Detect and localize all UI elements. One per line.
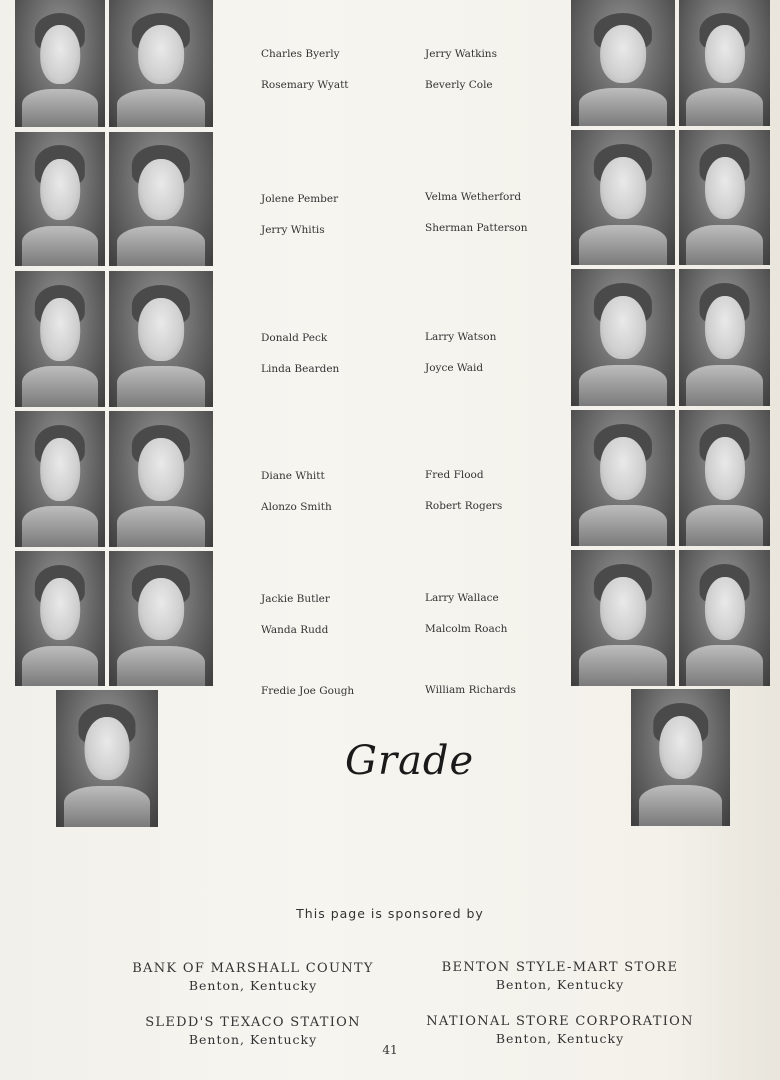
student-name: Jerry Whitis (261, 224, 325, 236)
student-photo (571, 550, 675, 686)
page-number: 41 (382, 1043, 398, 1057)
student-photo (679, 410, 770, 546)
student-name: Charles Byerly (261, 48, 340, 60)
student-name: Malcolm Roach (425, 623, 508, 635)
sponsor-heading: This page is sponsored by (296, 906, 484, 921)
sponsor-name: BANK OF MARSHALL COUNTY (132, 961, 374, 976)
student-photo (109, 0, 213, 127)
student-name: Larry Watson (425, 331, 497, 343)
student-photo (15, 551, 105, 686)
student-photo (679, 269, 770, 406)
grade-title: Grade (345, 738, 475, 784)
student-photo (109, 132, 213, 266)
student-photo (109, 551, 213, 686)
student-name: Fredie Joe Gough (261, 685, 355, 697)
sponsor-entry (420, 960, 700, 992)
student-photo (571, 269, 675, 406)
student-photo (571, 0, 675, 126)
student-name: Larry Wallace (425, 592, 499, 604)
sponsor-location: Benton, Kentucky (495, 977, 625, 992)
student-photo (109, 411, 213, 547)
student-photo (15, 271, 105, 407)
sponsor-location: Benton, Kentucky (188, 978, 318, 993)
student-photo (679, 0, 770, 126)
student-name: Alonzo Smith (261, 501, 332, 513)
sponsor-name: BENTON STYLE-MART STORE (441, 960, 679, 975)
sponsor-name: NATIONAL STORE CORPORATION (426, 1014, 694, 1029)
student-photo (15, 132, 105, 266)
student-name: Beverly Cole (425, 79, 493, 91)
student-photo (15, 411, 105, 547)
sponsor-entry (420, 1014, 700, 1046)
student-photo (571, 130, 675, 265)
student-name: Wanda Rudd (261, 624, 329, 636)
student-name: Joyce Waid (425, 362, 484, 374)
sponsor-entry (113, 961, 393, 993)
student-photo (679, 550, 770, 686)
student-name: Jerry Watkins (425, 48, 497, 60)
sponsor-location: Benton, Kentucky (188, 1032, 318, 1047)
student-photo (15, 0, 105, 127)
student-name: Sherman Patterson (425, 222, 528, 234)
student-name: Jolene Pember (261, 193, 339, 205)
student-name: Velma Wetherford (425, 191, 522, 203)
student-name: Rosemary Wyatt (261, 79, 349, 91)
student-name: Diane Whitt (261, 470, 325, 482)
student-name: Linda Bearden (261, 363, 340, 375)
student-name: Robert Rogers (425, 500, 503, 512)
student-photo (679, 130, 770, 265)
student-name: Fred Flood (425, 469, 484, 481)
student-name: Jackie Butler (261, 593, 330, 605)
student-name: William Richards (425, 684, 516, 696)
student-photo (56, 690, 158, 827)
sponsor-location: Benton, Kentucky (495, 1031, 625, 1046)
sponsor-name: SLEDD'S TEXACO STATION (145, 1015, 361, 1030)
student-photo (571, 410, 675, 546)
student-name: Donald Peck (261, 332, 328, 344)
student-photo (631, 689, 730, 826)
student-photo (109, 271, 213, 407)
